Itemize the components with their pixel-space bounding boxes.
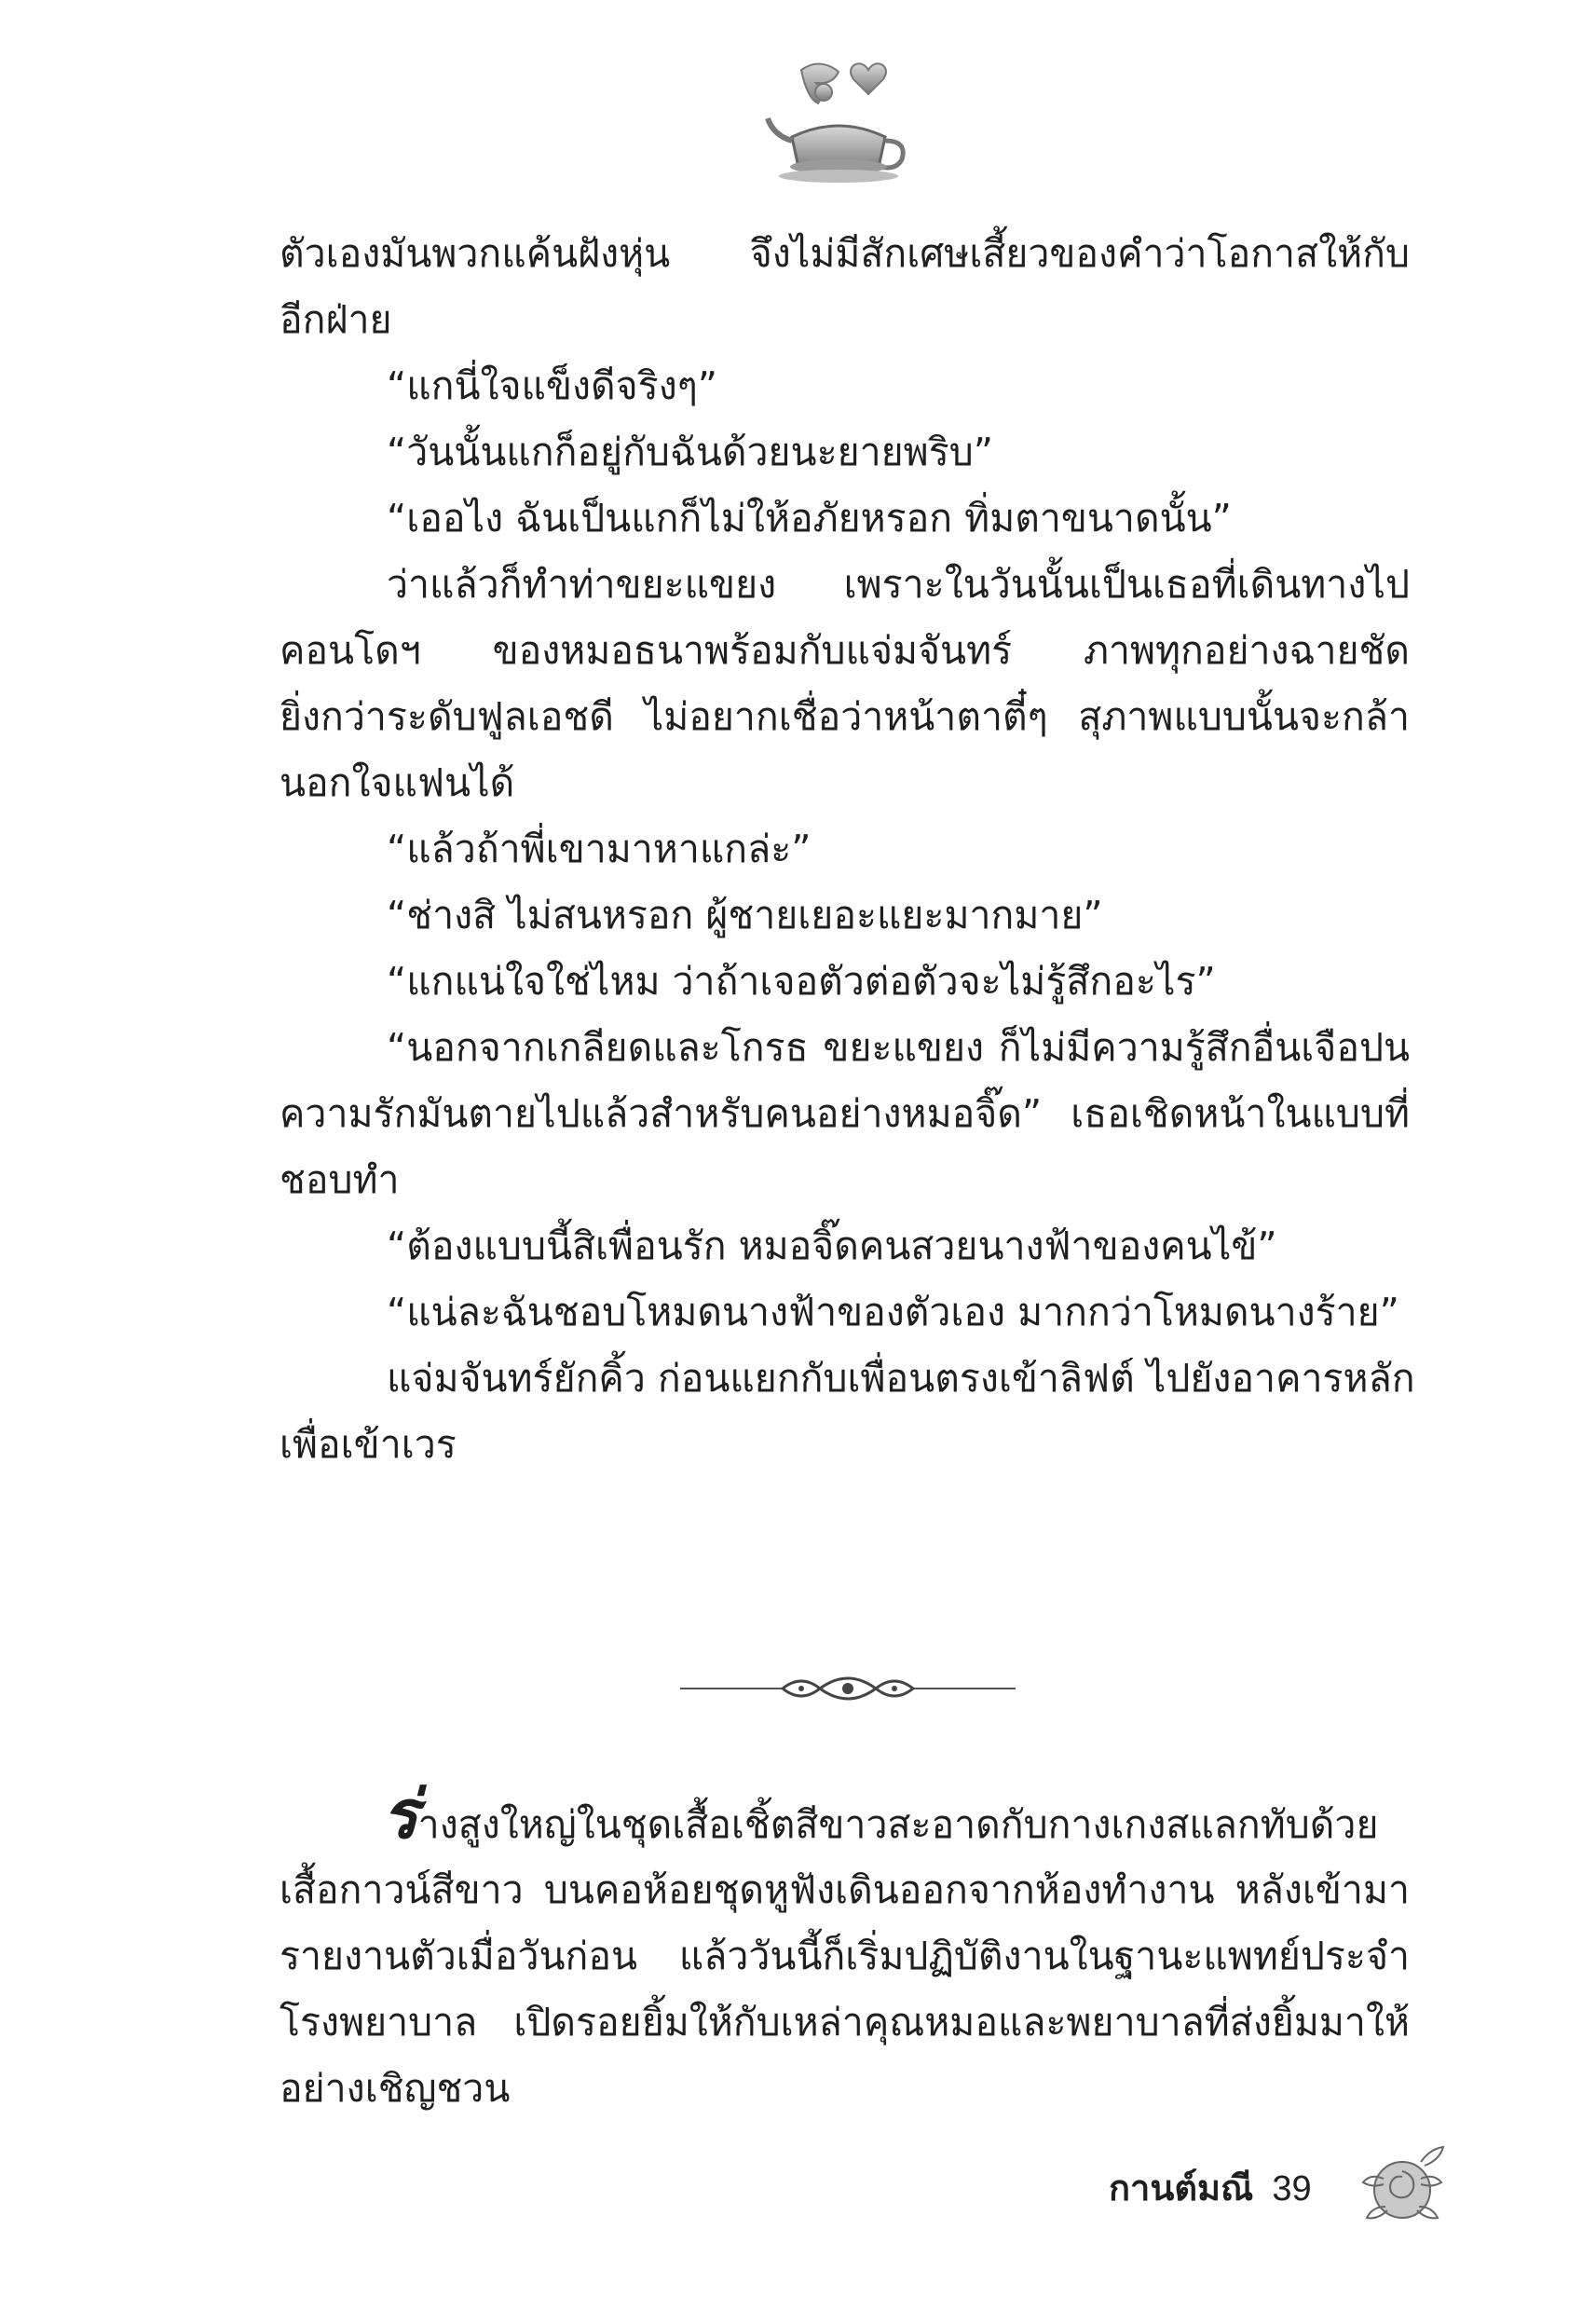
- dialogue-line: “ต้องแบบนี้สิเพื่อนรัก หมอจิ๊ดคนสวยนางฟ้าของคนไข้”: [387, 1224, 1277, 1268]
- text-line: ว่าแล้วก็ทำท่าขยะแขยง เพราะในวันนั้นเป็นเธอที่เดินทางไป: [387, 562, 1410, 607]
- text-line: แจ่มจันทร์ยักคิ้ว ก่อนแยกกับเพื่อนตรงเข้าลิฟต์ ไปยังอาคารหลัก: [387, 1356, 1415, 1401]
- dialogue-line: “แกแน่ใจใช่ไหม ว่าถ้าเจอตัวต่อตัวจะไม่รู้สึกอะไร”: [387, 959, 1216, 1004]
- dialogue-line: “นอกจากเกลียดและโกรธ ขยะแขยง ก็ไม่มีความรู้สึกอื่นเจือปน: [387, 1025, 1410, 1070]
- text-line: ตัวเองมันพวกแค้นฝังหุ่น จึงไม่มีสักเศษเสี้ยวของคำว่าโอกาสให้กับ: [280, 231, 1410, 276]
- drop-cap: ร่: [382, 1775, 418, 1853]
- text-line: ความรักมันตายไปแล้วสำหรับคนอย่างหมอจิ๊ด” เธอเชิดหน้าในแบบที่: [280, 1091, 1410, 1136]
- teapot-cupid-ornament-icon: [764, 51, 913, 191]
- page-footer: [1109, 2160, 1312, 2216]
- page-number: 39: [1272, 2169, 1312, 2208]
- text-line: อย่างเชิญชวน: [280, 2066, 511, 2111]
- scroll-divider-icon: [680, 1661, 1016, 1716]
- text-line: รายงานตัวเมื่อวันก่อน แล้ววันนี้ก็เริ่มปฏิบัติงานในฐานะแพทย์ประจำ: [280, 1934, 1410, 1978]
- text-line: คอนโดฯ ของหมอธนาพร้อมกับแจ่มจันทร์ ภาพทุกอย่างฉายชัด: [280, 628, 1410, 673]
- text-line: โรงพยาบาล เปิดรอยยิ้มให้กับเหล่าคุณหมอและพยาบาลที่ส่งยิ้มมาให้: [280, 2000, 1410, 2044]
- text-line: นอกใจแฟนได้: [280, 760, 515, 805]
- dialogue-line: “แน่ละฉันชอบโหมดนางฟ้าของตัวเอง มากกว่าโหมดนางร้าย”: [387, 1290, 1399, 1334]
- dialogue-line: “ช่างสิ ไม่สนหรอก ผู้ชายเยอะแยะมากมาย”: [387, 893, 1103, 937]
- text-line: เสื้อกาวน์สีขาว บนคอห้อยชุดหูฟังเดินออกจากห้องทำงาน หลังเข้ามา: [280, 1867, 1410, 1912]
- dialogue-line: “แกนี่ใจแข็งดีจริงๆ”: [387, 363, 717, 408]
- text-line: ชอบทำ: [280, 1157, 400, 1202]
- dialogue-line: “แล้วถ้าพี่เขามาหาแกล่ะ”: [387, 827, 812, 871]
- book-title: กานต์มณี: [1109, 2167, 1254, 2208]
- dialogue-line: “วันนั้นแกก็อยู่กับฉันด้วยนะยายพริบ”: [387, 430, 993, 474]
- rose-ornament-icon: [1356, 2141, 1449, 2230]
- dialogue-line: “เออไง ฉันเป็นแกก็ไม่ให้อภัยหรอก ทิ่มตาขนาดนั้น”: [387, 496, 1232, 540]
- text-line: อีกฝ่าย: [280, 297, 392, 342]
- text-line: ยิ่งกว่าระดับฟูลเอชดี ไม่อยากเชื่อว่าหน้าตาตี๋ๆ สุภาพแบบนั้นจะกล้า: [280, 694, 1410, 739]
- text-line: ร่างสูงใหญ่ในชุดเสื้อเชิ้ตสีขาวสะอาดกับกางเกงสแลกทับด้วย: [382, 1775, 1379, 1853]
- text-line: เพื่อเข้าเวร: [280, 1422, 457, 1467]
